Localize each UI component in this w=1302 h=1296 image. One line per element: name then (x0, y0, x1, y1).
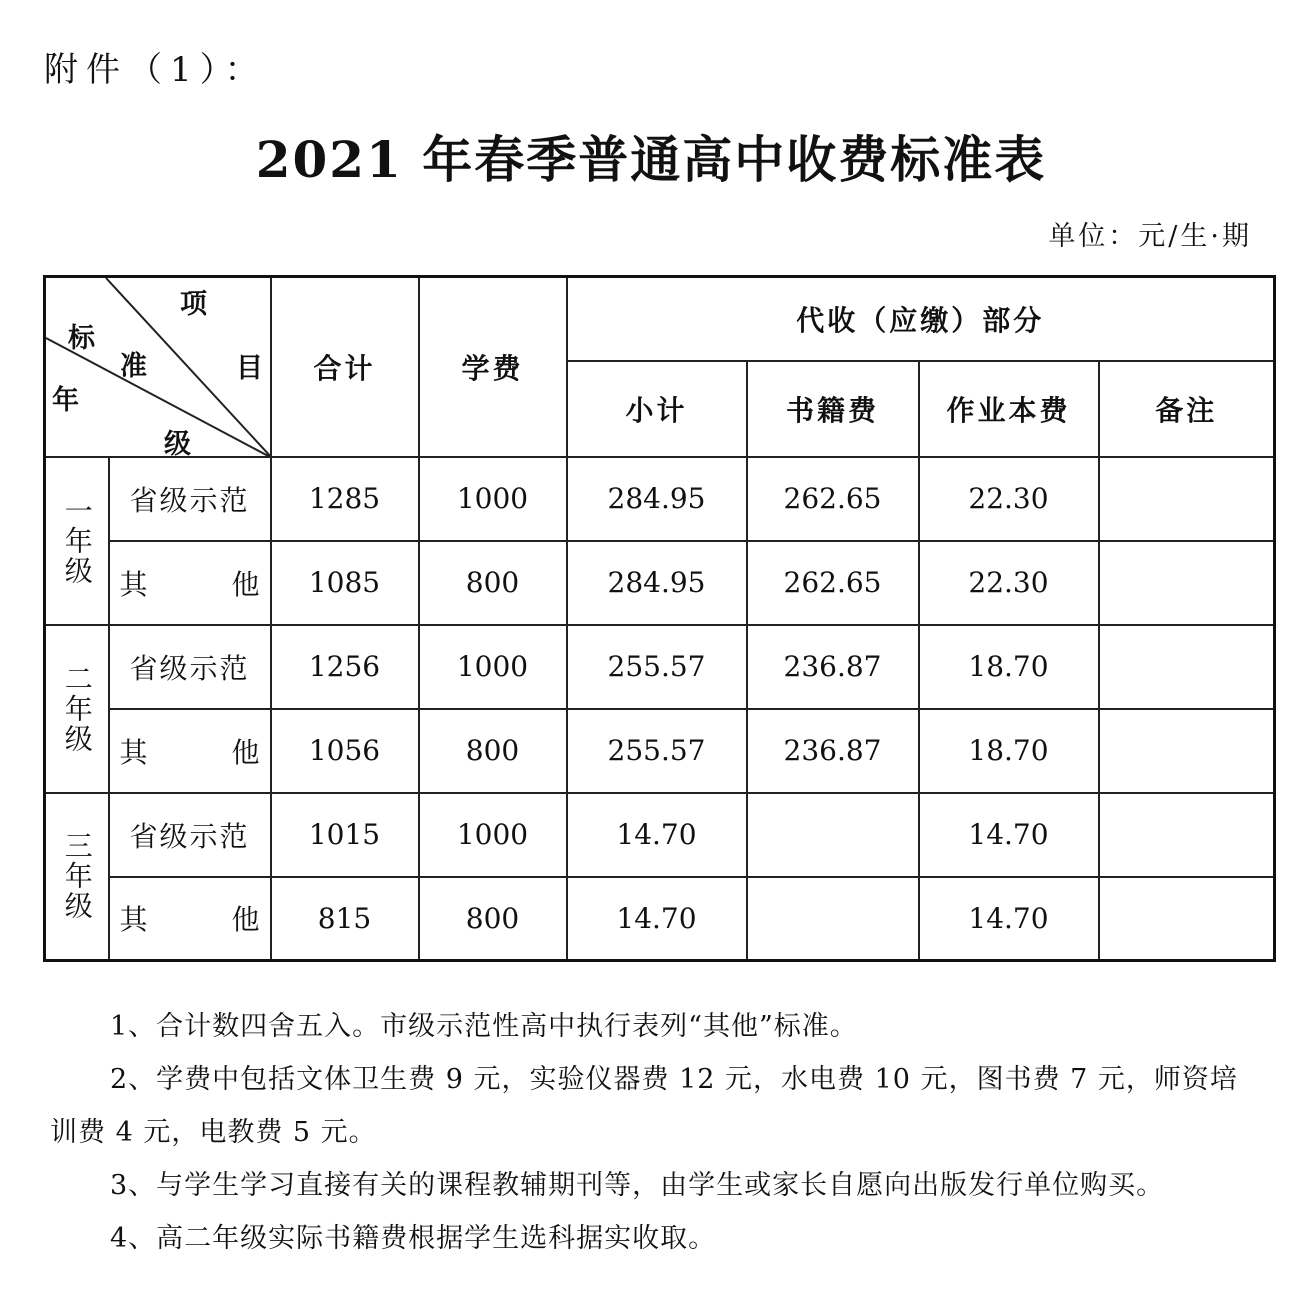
grade-label: 二年级 (60, 663, 94, 754)
notes-section (50, 1000, 1260, 1265)
table-row (45, 793, 1275, 877)
grade-label: 一年级 (60, 495, 94, 586)
tuition-cell: 800 (419, 709, 567, 793)
unit-label: 单位：元/生·期 (1048, 221, 1252, 252)
grade-cell (45, 625, 109, 793)
note-item: 1、合计数四舍五入。市级示范性高中执行表列“其他”标准。 (110, 1011, 858, 1042)
corner-standard-label-2: 准 (120, 351, 150, 382)
books-cell (747, 877, 919, 961)
books-cell (747, 793, 919, 877)
category-cell: 省级示范 (109, 625, 271, 709)
books-cell: 236.87 (747, 709, 919, 793)
total-cell: 1285 (271, 457, 419, 541)
subtotal-cell: 255.57 (567, 709, 747, 793)
tuition-cell: 800 (419, 541, 567, 625)
corner-item-label: 项 (180, 289, 210, 320)
remarks-cell (1099, 625, 1275, 709)
remarks-cell (1099, 877, 1275, 961)
category-cell: 省级示范 (109, 457, 271, 541)
category-cell (109, 877, 271, 961)
category-part-b: 他 (231, 735, 260, 769)
category-cell (109, 709, 271, 793)
category-part-a: 其 (119, 567, 148, 601)
remarks-cell (1099, 793, 1275, 877)
table-row (45, 709, 1275, 793)
homework-cell: 22.30 (919, 457, 1099, 541)
attachment-label: 附件（1）： (44, 50, 267, 90)
diagonal-header-cell (45, 277, 271, 460)
header-collect-group: 代收（应缴）部分 (567, 277, 1275, 361)
tuition-cell: 1000 (419, 457, 567, 541)
category-cell: 省级示范 (109, 793, 271, 877)
table-row (45, 877, 1275, 961)
homework-cell: 14.70 (919, 877, 1099, 961)
remarks-cell (1099, 457, 1275, 541)
total-cell: 1085 (271, 541, 419, 625)
table-row (45, 625, 1275, 709)
corner-standard-label-1: 标 (68, 323, 98, 354)
note-item: 4、高二年级实际书籍费根据学生选科据实收取。 (110, 1223, 717, 1254)
books-cell: 262.65 (747, 541, 919, 625)
homework-cell: 22.30 (919, 541, 1099, 625)
books-cell: 262.65 (747, 457, 919, 541)
remarks-cell (1099, 709, 1275, 793)
subtotal-cell: 14.70 (567, 793, 747, 877)
header-tuition: 学费 (419, 277, 567, 457)
tuition-cell: 1000 (419, 625, 567, 709)
category-part-b: 他 (231, 567, 260, 601)
header-books: 书籍费 (747, 361, 919, 457)
tuition-cell: 1000 (419, 793, 567, 877)
header-homework: 作业本费 (919, 361, 1099, 457)
header-total: 合计 (271, 277, 419, 457)
note-item: 2、学费中包括文体卫生费 9 元，实验仪器费 12 元，水电费 10 元，图书费 7 元，师资培训费 4 元，电教费 5 元。 (50, 1064, 1238, 1148)
corner-grade-label-2: 级 (164, 429, 194, 460)
homework-cell: 14.70 (919, 793, 1099, 877)
homework-cell: 18.70 (919, 709, 1099, 793)
category-part-a: 其 (119, 735, 148, 769)
books-cell: 236.87 (747, 625, 919, 709)
grade-cell (45, 457, 109, 625)
homework-cell: 18.70 (919, 625, 1099, 709)
category-part-a: 其 (119, 903, 148, 937)
grade-cell (45, 793, 109, 961)
fee-table (43, 275, 1276, 962)
total-cell: 1056 (271, 709, 419, 793)
total-cell: 1256 (271, 625, 419, 709)
remarks-cell (1099, 541, 1275, 625)
header-remarks: 备注 (1099, 361, 1275, 457)
note-item: 3、与学生学习直接有关的课程教辅期刊等，由学生或家长自愿向出版发行单位购买。 (110, 1170, 1165, 1201)
category-cell (109, 541, 271, 625)
subtotal-cell: 284.95 (567, 541, 747, 625)
subtotal-cell: 14.70 (567, 877, 747, 961)
subtotal-cell: 255.57 (567, 625, 747, 709)
corner-mu-label: 目 (236, 353, 266, 384)
total-cell: 815 (271, 877, 419, 961)
table-row (45, 457, 1275, 541)
total-cell: 1015 (271, 793, 419, 877)
page-title: 2021 年春季普通高中收费标准表 (255, 130, 1047, 189)
grade-label: 三年级 (60, 831, 94, 922)
category-part-b: 他 (231, 903, 260, 937)
tuition-cell: 800 (419, 877, 567, 961)
table-row (45, 541, 1275, 625)
corner-grade-label-1: 年 (52, 385, 82, 416)
header-subtotal: 小计 (567, 361, 747, 457)
subtotal-cell: 284.95 (567, 457, 747, 541)
